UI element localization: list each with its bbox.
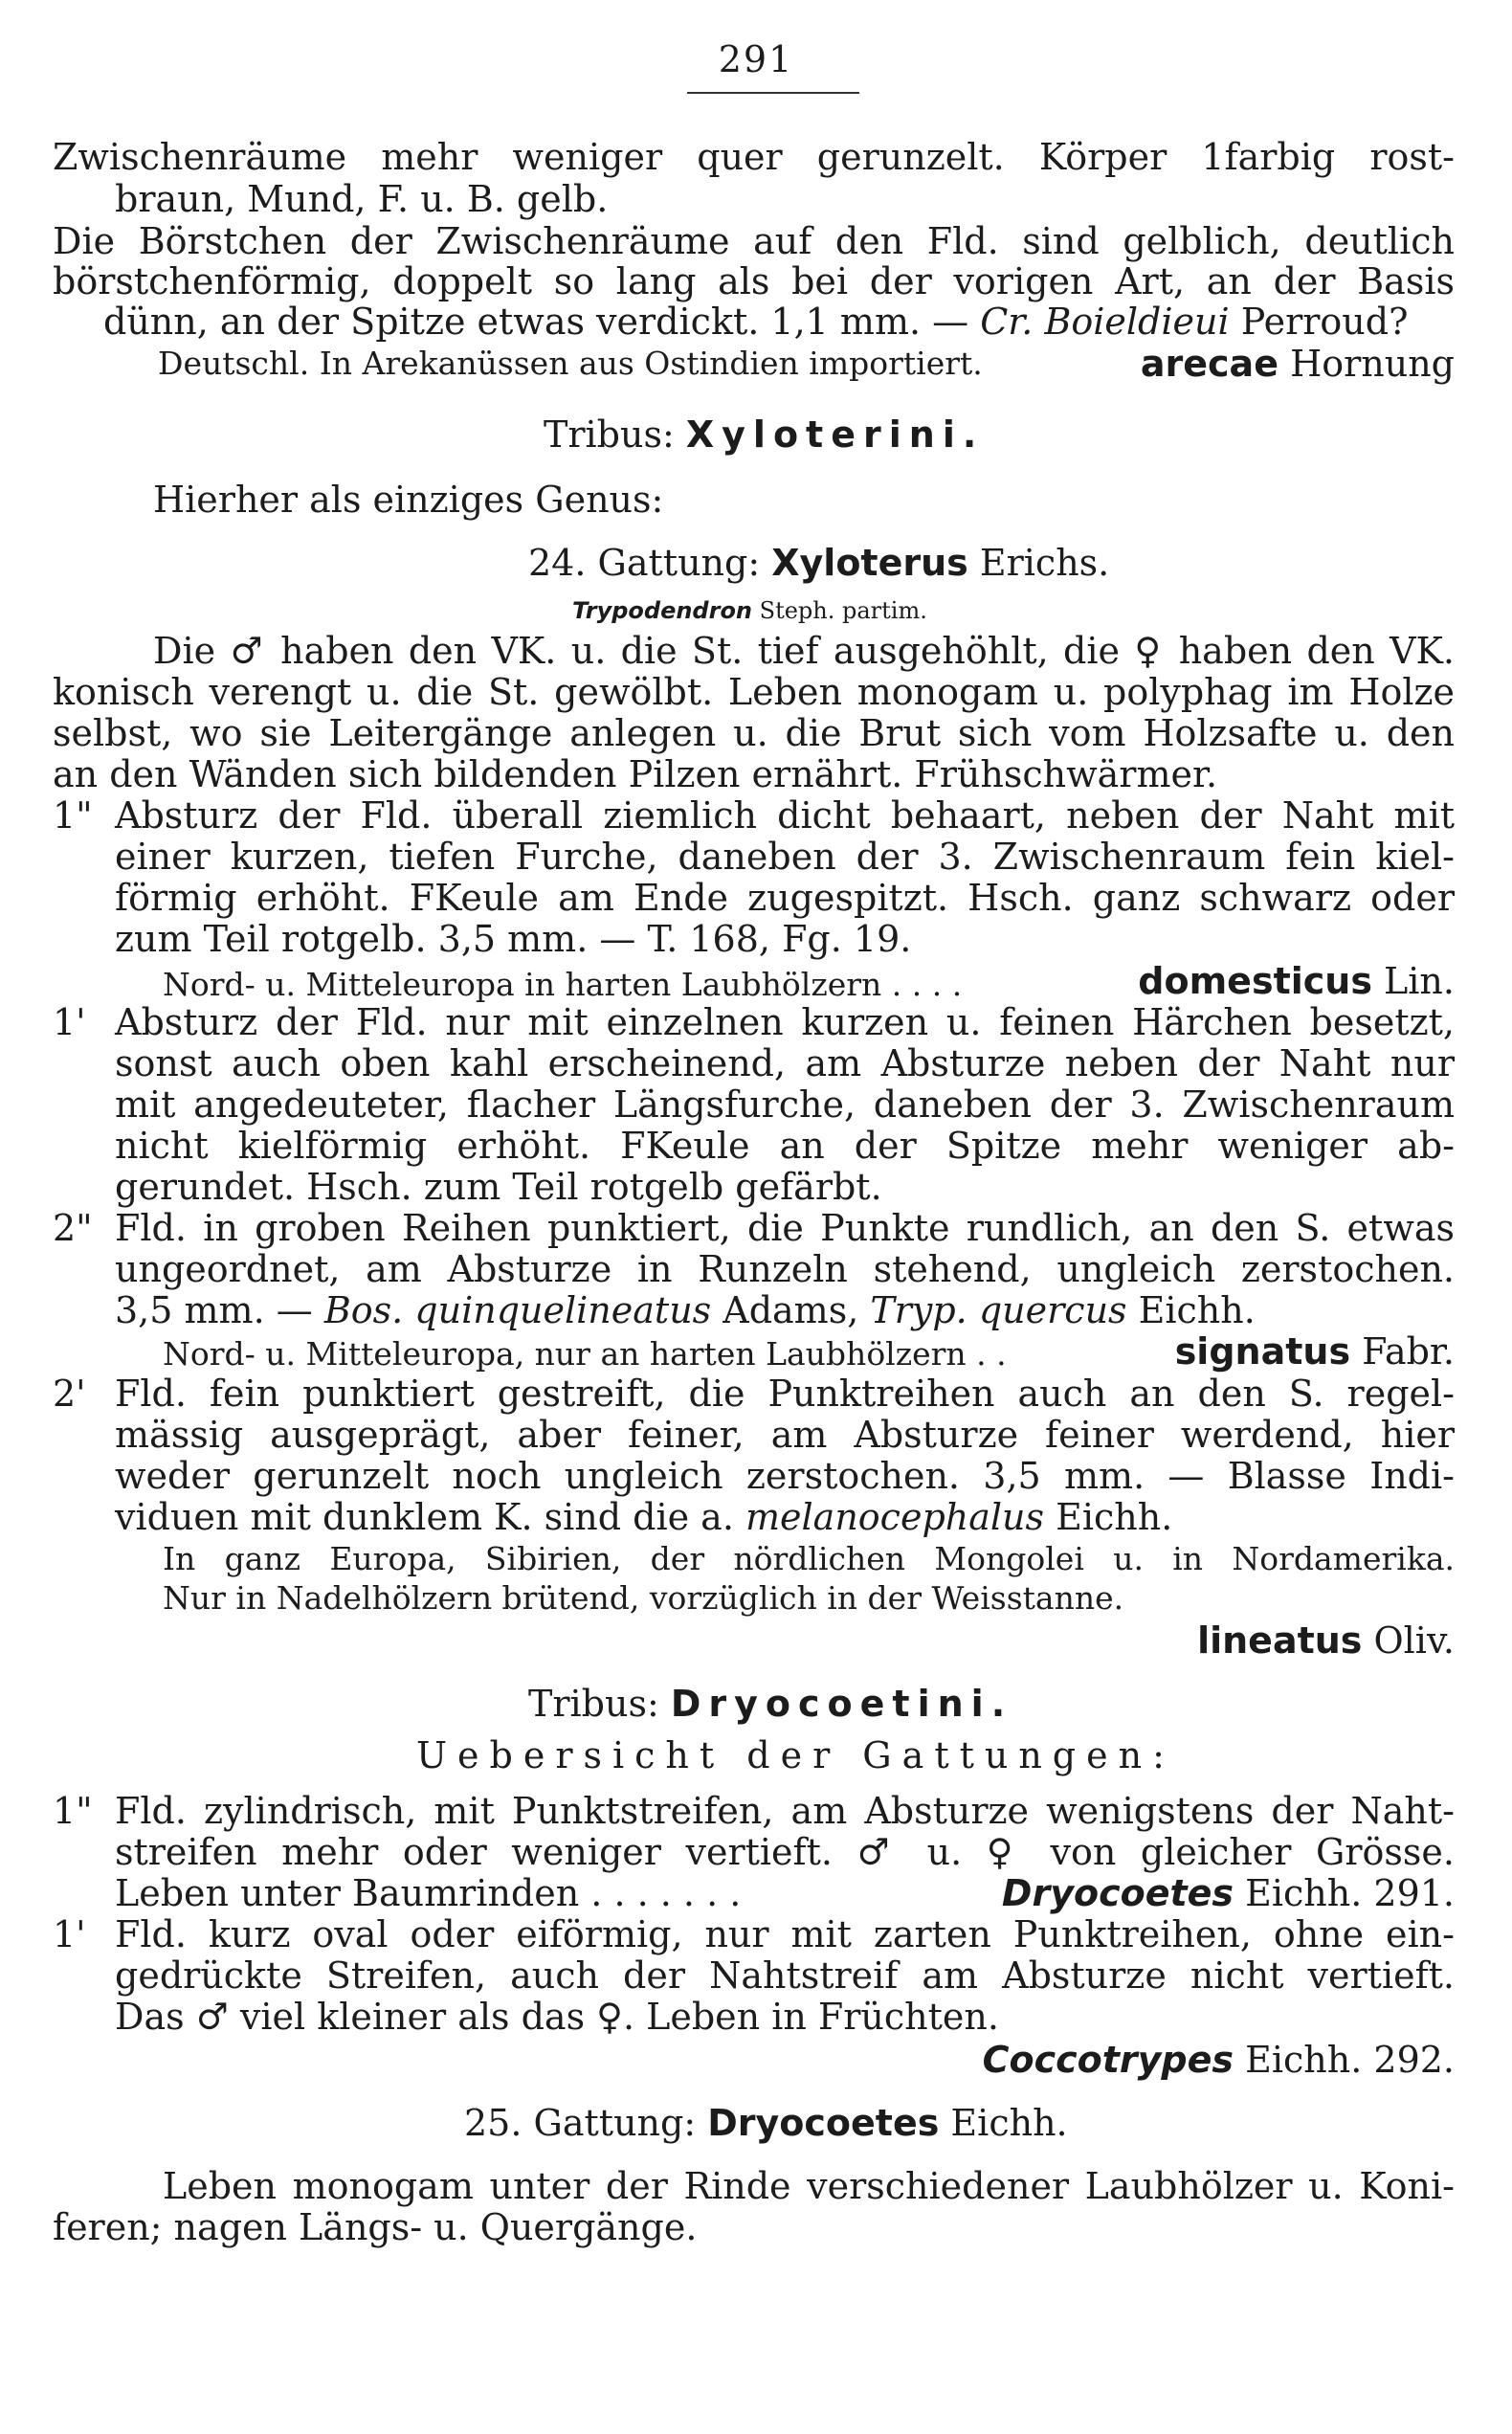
text-line: Zwischenräume mehr weniger quer gerunzelt. Körper 1farbig rost- bbox=[53, 136, 1455, 178]
genus-entry bbox=[1002, 1872, 1455, 1914]
text-line: förmig erhöht. FKeule am Ende zugespitzt. Hsch. ganz schwarz oder bbox=[115, 877, 1455, 919]
text-line: konisch verengt u. die St. gewölbt. Leben monogam u. polyphag im Holze bbox=[53, 671, 1455, 713]
section-heading: Uebersicht der Gattungen: bbox=[416, 1734, 1175, 1776]
text-line: Die Börstchen der Zwischenräume auf den Fld. sind gelblich, deutlich bbox=[53, 220, 1455, 262]
couplet-number: 1' bbox=[53, 1001, 86, 1043]
species-entry bbox=[1141, 343, 1455, 385]
genus-heading bbox=[528, 542, 1109, 584]
genus-label: 24. Gattung: bbox=[528, 542, 772, 584]
text-line: Fld. zylindrisch, mit Punktstreifen, am Absturze wenigstens der Naht- bbox=[115, 1790, 1455, 1832]
tribus-heading bbox=[528, 1683, 1012, 1725]
text-line: ungeordnet, am Absturze in Runzeln stehend, ungleich zerstochen. bbox=[115, 1248, 1455, 1290]
species-name: Cr. Boieldieui bbox=[980, 301, 1230, 343]
text-run: Eichh. bbox=[1126, 1289, 1256, 1331]
synonym-author: Steph. partim. bbox=[752, 597, 927, 624]
species-entry bbox=[1175, 1330, 1455, 1373]
author: Hornung bbox=[1278, 343, 1455, 385]
text-line: börstchenförmig, doppelt so lang als bei der vorigen Art, an der Basis bbox=[53, 260, 1455, 302]
text-line: Absturz der Fld. überall ziemlich dicht behaart, neben der Naht mit bbox=[115, 794, 1455, 837]
text-line: braun, Mund, F. u. B. gelb. bbox=[115, 178, 609, 220]
genus-name: Dryocoetes bbox=[707, 2102, 940, 2144]
species-name: Tryp. quercus bbox=[870, 1289, 1127, 1331]
text-line: feren; nagen Längs- u. Quergänge. bbox=[53, 2206, 698, 2248]
text-run: Adams, bbox=[711, 1289, 871, 1331]
text-line: Leben unter Baumrinden . . . . . . . bbox=[115, 1872, 742, 1914]
distribution-line: Nord- u. Mitteleuropa in harten Laubhölzern . . . . bbox=[163, 966, 963, 1003]
distribution-line: Nur in Nadelhölzern brütend, vorzüglich in der Weisstanne. bbox=[163, 1579, 1124, 1617]
text-run: Perroud? bbox=[1229, 301, 1409, 343]
text-line: gedrückte Streifen, auch der Nahtstreif am Absturze nicht vertieft. bbox=[115, 1954, 1455, 1997]
text-run: 3,5 mm. — bbox=[115, 1289, 324, 1331]
species-entry bbox=[1138, 960, 1455, 1002]
author: Lin. bbox=[1371, 960, 1455, 1002]
text-line: Fld. kurz oval oder eiförmig, nur mit zarten Punktreihen, ohne ein- bbox=[115, 1913, 1455, 1955]
text-line: nicht kielförmig erhöht. FKeule an der Spitze mehr weniger ab- bbox=[115, 1125, 1455, 1167]
genus-entry bbox=[983, 2039, 1455, 2081]
text-line: Leben monogam unter der Rinde verschiedener Laubhölzer u. Koni- bbox=[163, 2165, 1455, 2207]
text-line bbox=[103, 301, 1408, 343]
text-run: viduen mit dunklem K. sind die a. bbox=[115, 1496, 745, 1538]
text-line: zum Teil rotgelb. 3,5 mm. — T. 168, Fg. 19. bbox=[115, 918, 912, 960]
text-line: gerundet. Hsch. zum Teil rotgelb gefärbt. bbox=[115, 1166, 882, 1208]
text-line: einer kurzen, tiefen Furche, daneben der 3. Zwischenraum fein kiel- bbox=[115, 836, 1455, 878]
species-name: lineatus bbox=[1197, 1619, 1363, 1662]
text-line: mässig ausgeprägt, aber feiner, am Absturze feiner werdend, hier bbox=[115, 1414, 1455, 1456]
genus-author: Erichs. bbox=[967, 542, 1110, 584]
synonym-line bbox=[572, 590, 927, 632]
page-number-rule bbox=[687, 92, 859, 94]
genus-heading bbox=[464, 2102, 1068, 2144]
tribus-heading bbox=[544, 413, 984, 456]
text-line: Hierher als einziges Genus: bbox=[153, 479, 664, 521]
page-number: 291 bbox=[718, 38, 794, 80]
genus-name: Xyloterus bbox=[771, 542, 968, 584]
genus-label: 25. Gattung: bbox=[464, 2102, 708, 2144]
author: Oliv. bbox=[1362, 1619, 1455, 1662]
tribus-name: Dryocoetini. bbox=[670, 1683, 1013, 1725]
distribution-line: In ganz Europa, Sibirien, der nördlichen Mongolei u. in Nordamerika. bbox=[163, 1540, 1455, 1577]
text-line: streifen mehr oder weniger vertieft. ♂ u. ♀ von gleicher Grösse. bbox=[115, 1831, 1455, 1873]
distribution-line: Nord- u. Mitteleuropa, nur an harten Laubhölzern . . bbox=[163, 1335, 1007, 1373]
tribus-label: Tribus: bbox=[544, 413, 686, 456]
text-line: selbst, wo sie Leitergänge anlegen u. die Brut sich vom Holzsafte u. den bbox=[53, 712, 1455, 754]
couplet-number: 1" bbox=[53, 1790, 93, 1832]
synonym-name: Trypodendron bbox=[572, 597, 753, 624]
tribus-name: Xyloterini. bbox=[685, 413, 985, 456]
author: Eichh. 291. bbox=[1234, 1872, 1455, 1914]
text-line: an den Wänden sich bildenden Pilzen ernährt. Frühschwärmer. bbox=[53, 753, 1218, 795]
text-line: weder gerunzelt noch ungleich zerstochen. 3,5 mm. — Blasse Indi- bbox=[115, 1455, 1455, 1497]
author: Eichh. 292. bbox=[1234, 2039, 1455, 2081]
text-run: dünn, an der Spitze etwas verdickt. 1,1 mm. — bbox=[103, 301, 981, 343]
species-name: Bos. quinquelineatus bbox=[323, 1289, 712, 1331]
author: Fabr. bbox=[1350, 1330, 1455, 1373]
genus-name: Dryocoetes bbox=[1001, 1872, 1234, 1914]
text-line bbox=[115, 1496, 1172, 1538]
text-line: Fld. in groben Reihen punktiert, die Punkte rundlich, an den S. etwas bbox=[115, 1207, 1455, 1249]
distribution-line: Deutschl. In Arekanüssen aus Ostindien importiert. bbox=[158, 345, 983, 382]
genus-name: Coccotrypes bbox=[982, 2039, 1234, 2081]
species-name: arecae bbox=[1140, 343, 1279, 385]
genus-author: Eichh. bbox=[939, 2102, 1068, 2144]
couplet-number: 1" bbox=[53, 794, 93, 837]
aberration-name: melanocephalus bbox=[745, 1496, 1045, 1538]
text-line: mit angedeuteter, flacher Längsfurche, daneben der 3. Zwischenraum bbox=[115, 1083, 1455, 1126]
text-line: sonst auch oben kahl erscheinend, am Absturze neben der Naht nur bbox=[115, 1042, 1455, 1084]
tribus-label: Tribus: bbox=[528, 1683, 671, 1725]
text-run: Eichh. bbox=[1044, 1496, 1173, 1538]
text-line bbox=[115, 1289, 1256, 1331]
text-line: Das ♂ viel kleiner als das ♀. Leben in Früchten. bbox=[115, 1996, 999, 2038]
text-line: Absturz der Fld. nur mit einzelnen kurzen u. feinen Härchen besetzt, bbox=[115, 1001, 1455, 1043]
species-entry bbox=[1197, 1619, 1455, 1662]
couplet-number: 2" bbox=[53, 1207, 93, 1249]
couplet-number: 1' bbox=[53, 1913, 86, 1955]
species-name: domesticus bbox=[1138, 960, 1372, 1002]
species-name: signatus bbox=[1174, 1330, 1351, 1373]
text-line: Fld. fein punktiert gestreift, die Punktreihen auch an den S. regel- bbox=[115, 1373, 1455, 1415]
text-line: Die ♂ haben den VK. u. die St. tief ausgehöhlt, die ♀ haben den VK. bbox=[153, 630, 1455, 672]
couplet-number: 2' bbox=[53, 1373, 86, 1415]
